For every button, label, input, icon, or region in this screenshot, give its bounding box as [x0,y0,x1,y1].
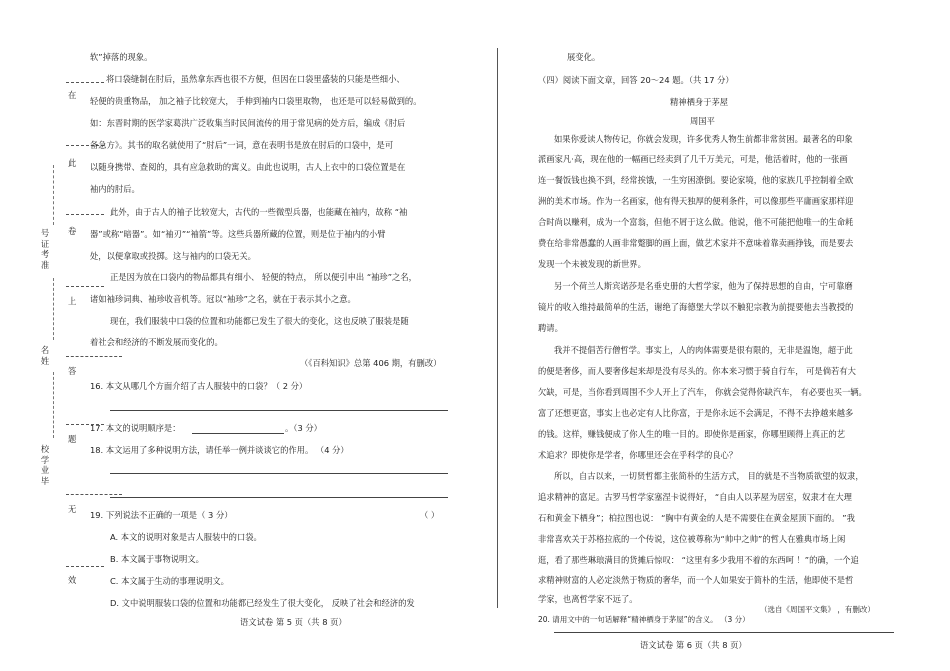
field-line-school [53,372,54,438]
answer-blank-17[interactable] [192,433,284,434]
paragraph-line: 洲的美术市场。作为一名画家，他有得天独厚的便利条件，可以像那些平庸画家那样迎 [538,196,854,206]
binding-dash [66,566,104,567]
paragraph-line: 如果你爱读人物传记，你就会发现，许多优秀人物生前都非常贫困。最著名的印象 [554,134,853,144]
paragraph-line: 聘请。 [538,323,563,333]
option-a: A. 本文的说明对象是古人服装中的口袋。 [110,532,262,542]
binding-word: 答 [68,366,77,376]
continued-line: 展变化。 [567,52,601,62]
binding-word: 在 [68,90,77,100]
paragraph-line: 求精神财富的人必定淡然于物质的奢华，而一个人如果安于简朴的生活，他即使不是哲 [538,575,854,585]
binding-dash [66,494,122,495]
paragraph-line: 正是因为放在口袋内的物品都具有细小、 轻便的特点， 所以便引申出 “袖珍”之名， [110,272,417,282]
page-footer-left: 语文试卷 第 5 页（共 8 页） [240,617,347,627]
binding-dash [66,286,104,287]
paragraph-line: 的便是奢侈，而人要奢侈起来却是没有尽头的。你本来习惯于骑自行车， 可是倘若有大 [538,366,856,376]
paragraph-line: 现在，我们服装中口袋的位置和功能都已发生了很大的变化，这也反映了服装是随 [110,316,409,326]
option-d: D. 文中说明服装口袋的位置和功能都已经发生了很大变化， 反映了社会和经济的发 [110,598,415,608]
paragraph-line: 处，以便拿取或投掷。这与袖内的口袋无关。 [90,251,256,261]
page-divider [497,48,498,608]
option-b: B. 本文属于事物说明文。 [110,554,204,564]
binding-dash [66,214,104,215]
binding-word: 卷 [68,226,77,236]
article-author: 周国平 [690,116,715,126]
paragraph-line: 逛，看了那些琳琅满目的货摊后惊叹： “这里有多少我用不着的东西呵 ！”的确，一个追 [538,555,859,565]
paragraph-line: 袖内的肘后。 [90,184,140,194]
article-source: （《百科知识》总第 406 期，有删改） [300,358,442,368]
school-label: 校 学 业 毕 [40,444,50,486]
name-label: 名 姓 [40,345,50,366]
question-20: 20. 请用文中的一句话解释“精神栖身于茅屋”的含义。 （3 分） [538,615,750,624]
paragraph-line: 学家，也离哲学家不远了。 [538,594,638,604]
paragraph-line: 所以，自古以来，一切贤哲都主张简朴的生活方式， 目的就是不当物质欲望的奴隶， [554,471,864,481]
answer-line-18b[interactable] [110,497,448,498]
binding-dash [66,82,104,83]
paragraph-line: 非常喜欢关于苏格拉底的一个传说，这位被尊称为“帅中之帅”的哲人在雅典市场上闲 [538,534,846,544]
question-16: 16. 本文从哪几个方面介绍了古人服装中的口袋？（ 2 分） [90,381,308,391]
paragraph-line: 另一个荷兰人斯宾诺莎是名垂史册的大哲学家，他为了保持思想的自由，宁可靠磨 [554,281,853,291]
paragraph-line: 软”掉落的现象。 [90,52,153,62]
paragraph-line: 追求精神的富足。古罗马哲学家塞涅卡说得好， “自由人以茅屋为居室，奴隶才在大理 [538,492,852,502]
binding-word: 上 [68,296,77,306]
section-heading: （四）阅读下面文章，回答 20～24 题。（共 17 分） [538,75,734,85]
paragraph-line: 连一餐饭钱也换不到，经常挨饿，一生穷困潦倒。要论家境，他的家族几乎控制着全欧 [538,175,854,185]
paragraph-line: 我并不提倡苦行僧哲学。事实上，人的肉体需要是很有限的，无非是温饱，超于此 [554,345,853,355]
paragraph-line: 器”或称“暗器”。如“袖刃”“袖箭”等。这些兵器所藏的位置，则是位于袖内的小臂 [90,229,386,239]
paragraph-line: 如：东晋时期的医学家葛洪广泛收集当时民间流传的用于常见病的处方后，编成《肘后 [90,118,406,128]
question-19: 19. 下列说法不正确的一项是（ 3 分） [90,510,233,520]
option-c: C. 本文属于生动的事理说明文。 [110,576,229,586]
paragraph-line: 费在给非常愚蠢的人画非常蹩脚的画上面，做艺术家并不意味着靠卖画挣钱，而是要去 [538,238,854,248]
paragraph-line: 术追求？即使你是学者，你哪里还会在乎科学的良心？ [538,450,738,460]
question-17-tail: 。（3 分） [285,423,322,433]
paragraph-line: 发现一个未被发现的新世界。 [538,259,646,269]
paragraph-line: 富了还想更富，事实上也必定有人比你富，于是你永远不会满足，不得不去挣越来越多 [538,408,854,418]
paragraph-line: 石和黄金下栖身”；柏拉图也说： “胸中有黄金的人是不需要住在黄金屋顶下面的。 ”我 [538,513,855,523]
paragraph-line: 将口袋缝制在肘后，虽然拿东西也很不方便，但因在口袋里盛装的只能是些细小、 [106,74,405,84]
article-source-right: （选自《周国平文集》 ，有删改） [760,605,875,614]
question-18: 18. 本文运用了多种说明方法，请任举一例并谈谈它的作用。 （4 分） [90,445,349,455]
paragraph-line: 备急方》。其书的取名就使用了“肘后”一词，意在表明书是放在肘后的口袋中，是可 [90,140,394,150]
binding-word: 此 [68,158,77,168]
paragraph-line: 诸如袖珍词典、袖珍收音机等。冠以“袖珍”之名，就在于表示其小之意。 [90,294,356,304]
field-line-exam-number [53,165,54,225]
paragraph-line: 合时尚以赚利，成为一个富翁，但他不屑于这么做。他说，他不可能把他唯一的生命耗 [538,217,854,227]
paragraph-line: 欠缺，可是，当你看到周围不少人开上了汽车， 你就会觉得你缺汽车， 有必要也买一辆。 [538,387,867,397]
paragraph-line: 轻便的贵重物品， 加之袖子比较宽大， 手伸到袖内口袋里取物， 也还是可以轻易做到的。 [90,96,422,106]
exam-number-label: 号 证 考 准 [40,228,50,270]
question-17: 17. 本文的说明顺序是： [90,423,181,433]
answer-paren-19[interactable]: （ ） [420,510,440,520]
binding-word: 无 [68,504,77,514]
answer-line-20[interactable] [554,632,894,633]
article-title: 精神栖身于茅屋 [670,97,729,107]
paragraph-line: 镜片的收入维持最简单的生活，谢绝了海德堡大学以不触犯宗教为前提要他去当教授的 [538,302,854,312]
answer-line-16[interactable] [110,410,448,411]
binding-dash [66,356,122,357]
paragraph-line: 的钱。这样，赚钱便成了你人生的唯一目的。即使你是画家，你哪里顾得上真正的艺 [538,429,845,439]
binding-word: 效 [68,575,77,585]
paragraph-line: 此外，由于古人的袖子比较宽大，古代的一些微型兵器，也能藏在袖内，故称 “袖 [110,207,408,217]
paragraph-line: 以随身携带、查阅的，具有应急救助的寓义。由此也说明，古人上衣中的口袋位置是在 [90,162,406,172]
answer-line-18a[interactable] [110,473,448,474]
paragraph-line: 派画家凡·高，现在他的一幅画已经卖到了几千万美元，可是，他活着时，他的一张画 [538,154,848,164]
page-footer-right: 语文试卷 第 6 页（共 8 页） [640,640,747,650]
field-line-name [53,278,54,340]
binding-word: 题 [68,434,77,444]
paragraph-line: 着社会和经济的不断发展而变化的。 [90,337,223,347]
